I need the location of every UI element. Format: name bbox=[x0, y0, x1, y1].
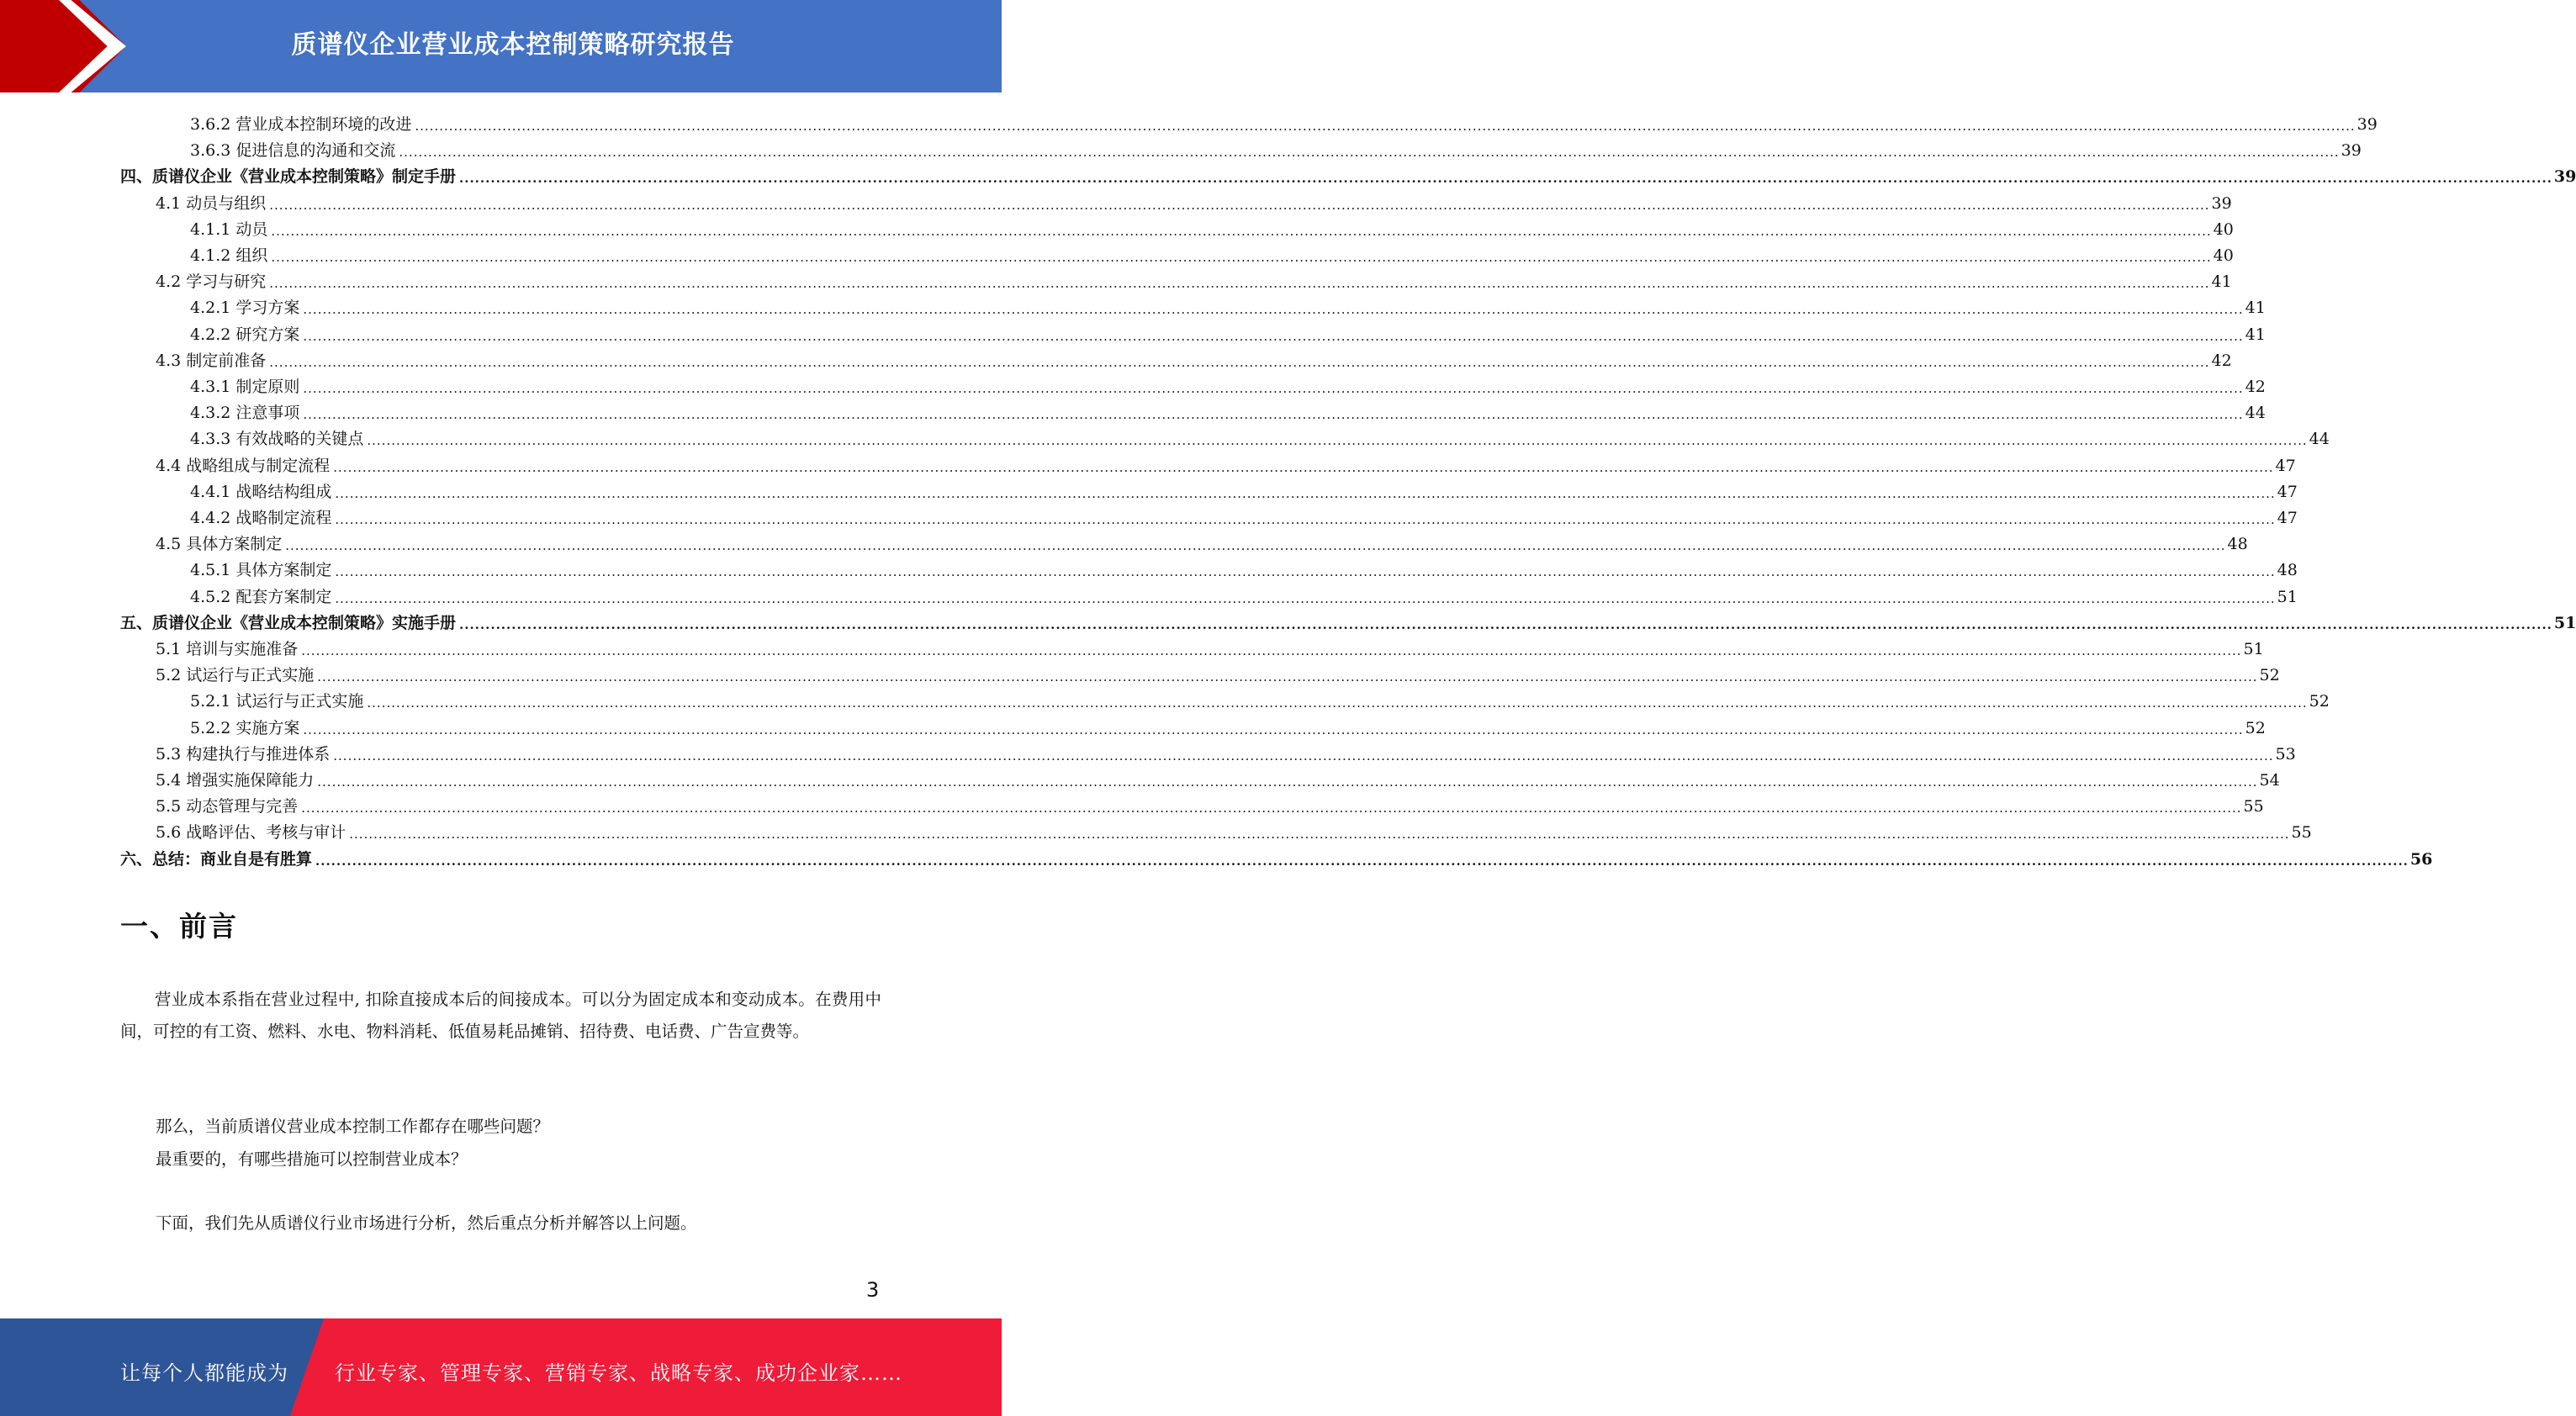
toc-entry-label: 四、质谱仪企业《营业成本控制策略》制定手册 bbox=[120, 167, 457, 187]
toc-dot-leader: ................................................................................................................................................................................................................................................................................................................................................................................................................ bbox=[303, 302, 2244, 318]
toc-entry-page: 40 bbox=[2213, 219, 2234, 239]
toc-entry[interactable] bbox=[190, 422, 2330, 449]
toc-dot-leader: ................................................................................................................................................................................................................................................................................................................................................................................................................ bbox=[303, 328, 2244, 344]
toc-dot-leader: ................................................................................................................................................................................................................................................................................................................................................................................................................ bbox=[269, 276, 2210, 292]
toc-entry[interactable] bbox=[156, 187, 2232, 213]
toc-entry[interactable] bbox=[190, 580, 2298, 606]
toc-entry-label: 3.6.3 促进信息的沟通和交流 bbox=[190, 141, 396, 161]
toc-entry-page: 39 bbox=[2553, 167, 2576, 187]
toc-entry-page: 48 bbox=[2277, 561, 2298, 580]
toc-entry[interactable] bbox=[156, 344, 2232, 370]
toc-entry-page: 40 bbox=[2213, 246, 2234, 265]
toc-dot-leader: ................................................................................................................................................................................................................................................................................................................................................................................................................ bbox=[335, 485, 2276, 501]
toc-dot-leader: ................................................................................................................................................................................................................................................................................................................................................................................................................ bbox=[399, 145, 2340, 161]
toc-entry[interactable] bbox=[190, 711, 2266, 737]
toc-entry-page: 39 bbox=[2356, 115, 2378, 134]
toc-entry-label: 六、总结：商业自是有胜算 bbox=[120, 849, 313, 869]
toc-entry-page: 42 bbox=[2245, 378, 2266, 396]
toc-entry-label: 5.6 战略评估、考核与审计 bbox=[156, 823, 346, 843]
toc-dot-leader: ................................................................................................................................................................................................................................................................................................................................................................................................................ bbox=[301, 800, 2242, 816]
toc-entry-label: 4.5.1 具体方案制定 bbox=[190, 561, 332, 580]
toc-entry[interactable] bbox=[120, 843, 2433, 869]
toc-entry[interactable] bbox=[156, 265, 2232, 292]
toc-entry-page: 53 bbox=[2275, 744, 2296, 763]
toc-entry[interactable] bbox=[190, 318, 2266, 344]
toc-dot-leader: ................................................................................................................................................................................................................................................................................................................................................................................................................ bbox=[303, 407, 2244, 423]
page-number: 3 bbox=[866, 1278, 880, 1302]
toc-entry-label: 4.4.2 战略制定流程 bbox=[190, 509, 332, 527]
toc-dot-leader: ................................................................................................................................................................................................................................................................................................................................................................................................................ bbox=[335, 590, 2276, 606]
report-title: 质谱仪企业营业成本控制策略研究报告 bbox=[291, 30, 735, 60]
toc-entry-page: 55 bbox=[2291, 823, 2312, 843]
toc-dot-leader: ................................................................................................................................................................................................................................................................................................................................................................................................................ bbox=[459, 616, 2552, 632]
toc-entry-page: 47 bbox=[2277, 509, 2298, 527]
toc-entry-label: 3.6.2 营业成本控制环境的改进 bbox=[190, 115, 412, 134]
toc-dot-leader: ................................................................................................................................................................................................................................................................................................................................................................................................................ bbox=[415, 119, 2356, 134]
toc-entry-label: 4.3.2 注意事项 bbox=[190, 404, 300, 423]
toc-entry-label: 4.4 战略组成与制定流程 bbox=[156, 456, 331, 475]
toc-entry-label: 4.1.2 组织 bbox=[190, 246, 268, 265]
toc-entry-page: 52 bbox=[2245, 718, 2266, 737]
toc-entry-label: 4.2.2 研究方案 bbox=[190, 325, 300, 344]
toc-entry-label: 5.2.2 实施方案 bbox=[190, 718, 300, 737]
toc-entry-page: 51 bbox=[2553, 613, 2576, 632]
toc-entry-page: 41 bbox=[2245, 299, 2266, 318]
toc-dot-leader: ................................................................................................................................................................................................................................................................................................................................................................................................................ bbox=[349, 827, 2290, 843]
toc-entry[interactable] bbox=[120, 160, 2576, 187]
toc-entry-page: 39 bbox=[2341, 141, 2362, 161]
toc-entry[interactable] bbox=[156, 449, 2296, 475]
toc-dot-leader: ................................................................................................................................................................................................................................................................................................................................................................................................................ bbox=[459, 171, 2552, 187]
toc-entry-label: 4.3.3 有效战略的关键点 bbox=[190, 430, 364, 449]
toc-entry-label: 4.5.2 配套方案制定 bbox=[190, 587, 332, 606]
toc-entry-label: 4.2 学习与研究 bbox=[156, 272, 267, 292]
toc-entry-page: 47 bbox=[2275, 456, 2296, 475]
toc-entry[interactable] bbox=[190, 291, 2266, 318]
toc-entry-label: 4.4.1 战略结构组成 bbox=[190, 482, 332, 501]
toc-entry-label: 5.1 培训与实施准备 bbox=[156, 640, 299, 658]
toc-entry[interactable] bbox=[190, 501, 2298, 527]
toc-entry[interactable] bbox=[190, 134, 2362, 161]
toc-entry[interactable] bbox=[190, 684, 2330, 711]
toc-entry-page: 52 bbox=[2309, 692, 2330, 711]
toc-dot-leader: ................................................................................................................................................................................................................................................................................................................................................................................................................ bbox=[303, 381, 2244, 396]
toc-entry-label: 5.2.1 试运行与正式实施 bbox=[190, 692, 364, 711]
toc-dot-leader: ................................................................................................................................................................................................................................................................................................................................................................................................................ bbox=[367, 433, 2308, 449]
toc-entry[interactable] bbox=[190, 370, 2266, 396]
toc-entry[interactable] bbox=[156, 790, 2264, 816]
toc-entry-page: 39 bbox=[2211, 193, 2232, 213]
toc-entry-label: 5.5 动态管理与完善 bbox=[156, 797, 299, 816]
toc-dot-leader: ................................................................................................................................................................................................................................................................................................................................................................................................................ bbox=[333, 748, 2274, 763]
toc-dot-leader: ................................................................................................................................................................................................................................................................................................................................................................................................................ bbox=[303, 721, 2244, 737]
toc-entry[interactable] bbox=[190, 213, 2234, 239]
toc-entry[interactable] bbox=[156, 816, 2312, 843]
toc-dot-leader: ................................................................................................................................................................................................................................................................................................................................................................................................................ bbox=[271, 250, 2212, 265]
toc-entry[interactable] bbox=[120, 606, 2576, 632]
transition-line: 下面，我们先从质谱仪行业市场进行分析，然后重点分析并解答以上问题。 bbox=[156, 1213, 697, 1233]
toc-dot-leader: ................................................................................................................................................................................................................................................................................................................................................................................................................ bbox=[301, 643, 2242, 658]
toc-dot-leader: ................................................................................................................................................................................................................................................................................................................................................................................................................ bbox=[269, 354, 2210, 370]
toc-entry-page: 55 bbox=[2243, 797, 2264, 816]
toc-entry-page: 47 bbox=[2277, 482, 2298, 501]
toc-entry[interactable] bbox=[190, 396, 2266, 423]
toc-entry-page: 41 bbox=[2245, 325, 2266, 344]
toc-entry-label: 5.3 构建执行与推进体系 bbox=[156, 744, 331, 763]
toc-entry[interactable] bbox=[190, 553, 2298, 580]
toc-dot-leader: ................................................................................................................................................................................................................................................................................................................................................................................................................ bbox=[317, 669, 2258, 685]
toc-dot-leader: ................................................................................................................................................................................................................................................................................................................................................................................................................ bbox=[315, 853, 2409, 869]
intro-paragraph: 营业成本系指在营业过程中, 扣除直接成本后的间接成本。可以分为固定成本和变动成本。在费用中间，可控的有工资、燃料、水电、物料消耗、低值易耗品摊销、招待费、电话费、广告宣费等。 bbox=[120, 990, 881, 1041]
toc-entry-page: 51 bbox=[2277, 587, 2298, 606]
toc-entry-label: 4.3.1 制定原则 bbox=[190, 378, 300, 396]
toc-dot-leader: ................................................................................................................................................................................................................................................................................................................................................................................................................ bbox=[333, 459, 2274, 475]
toc-entry-page: 41 bbox=[2211, 272, 2232, 292]
question-line-2: 最重要的，有哪些措施可以控制营业成本？ bbox=[156, 1149, 468, 1169]
section-heading: 一、前言 bbox=[120, 910, 238, 943]
toc-dot-leader: ................................................................................................................................................................................................................................................................................................................................................................................................................ bbox=[269, 197, 2210, 213]
toc-entry[interactable] bbox=[190, 239, 2234, 265]
toc-entry[interactable] bbox=[156, 632, 2264, 658]
footer-slogan-right: 行业专家、管理专家、营销专家、战略专家、成功企业家…… bbox=[335, 1361, 902, 1385]
toc-entry-label: 五、质谱仪企业《营业成本控制策略》实施手册 bbox=[120, 613, 457, 632]
toc-dot-leader: ................................................................................................................................................................................................................................................................................................................................................................................................................ bbox=[335, 564, 2276, 580]
toc-dot-leader: ................................................................................................................................................................................................................................................................................................................................................................................................................ bbox=[335, 512, 2276, 527]
toc-entry-label: 5.4 增强实施保障能力 bbox=[156, 771, 315, 790]
toc-entry[interactable] bbox=[156, 658, 2280, 685]
toc-entry-label: 4.1.1 动员 bbox=[190, 219, 268, 239]
toc-entry-label: 4.5 具体方案制定 bbox=[156, 535, 283, 554]
toc-entry-label: 4.1 动员与组织 bbox=[156, 193, 267, 213]
toc-dot-leader: ................................................................................................................................................................................................................................................................................................................................................................................................................ bbox=[285, 538, 2226, 554]
toc-entry[interactable] bbox=[156, 527, 2248, 554]
toc-entry-page: 52 bbox=[2259, 666, 2280, 685]
toc-entry-page: 44 bbox=[2309, 430, 2330, 449]
toc-entry-page: 54 bbox=[2259, 771, 2280, 790]
toc-entry-label: 5.2 试运行与正式实施 bbox=[156, 666, 315, 685]
page-header bbox=[0, 0, 1002, 92]
page-footer bbox=[0, 1318, 1002, 1416]
toc-entry[interactable] bbox=[156, 737, 2296, 763]
question-line-1: 那么，当前质谱仪营业成本控制工作都存在哪些问题？ bbox=[156, 1117, 550, 1136]
toc-entry-label: 4.2.1 学习方案 bbox=[190, 299, 300, 318]
toc-entry-page: 48 bbox=[2227, 535, 2248, 554]
footer-slogan-left: 让每个人都能成为 bbox=[120, 1361, 288, 1385]
toc-dot-leader: ................................................................................................................................................................................................................................................................................................................................................................................................................ bbox=[271, 223, 2212, 239]
toc-dot-leader: ................................................................................................................................................................................................................................................................................................................................................................................................................ bbox=[317, 774, 2258, 790]
toc-entry[interactable] bbox=[190, 108, 2378, 134]
toc-entry-label: 4.3 制定前准备 bbox=[156, 351, 267, 370]
toc-entry-page: 44 bbox=[2245, 404, 2266, 423]
toc-entry[interactable] bbox=[190, 475, 2298, 501]
toc-entry-page: 51 bbox=[2243, 640, 2264, 658]
header-red-arrow-decoration bbox=[0, 0, 126, 92]
toc-dot-leader: ................................................................................................................................................................................................................................................................................................................................................................................................................ bbox=[367, 695, 2308, 711]
toc-entry-page: 42 bbox=[2211, 351, 2232, 370]
toc-entry-page: 56 bbox=[2409, 849, 2433, 869]
toc-entry[interactable] bbox=[156, 763, 2280, 790]
